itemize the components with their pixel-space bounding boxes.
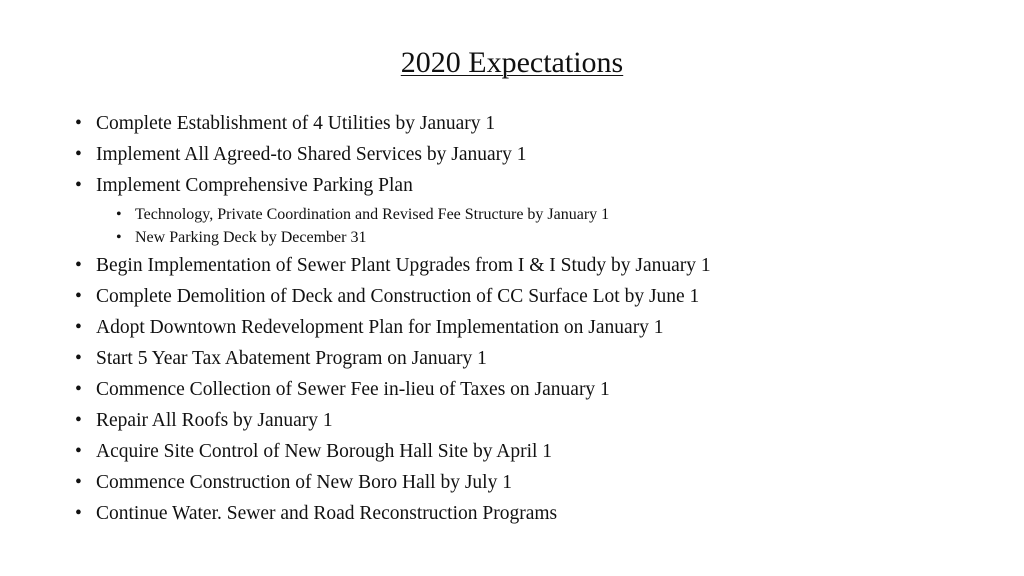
bullet-item xyxy=(74,253,711,279)
sub-bullet-list xyxy=(74,204,711,249)
bullet-text: Complete Establishment of 4 Utilities by January 1 xyxy=(96,113,496,134)
bullet-text: Commence Construction of New Boro Hall by July 1 xyxy=(96,472,512,493)
bullet-text: Complete Demolition of Deck and Construction of CC Surface Lot by June 1 xyxy=(96,286,700,307)
bullet-text: Implement Comprehensive Parking Plan xyxy=(96,175,413,196)
bullet-text: Continue Water. Sewer and Road Reconstruction Programs xyxy=(96,503,558,524)
bullet-item xyxy=(74,470,711,496)
slide-title: 2020 Expectations xyxy=(400,46,624,79)
bullet-text: Commence Collection of Sewer Fee in-lieu of Taxes on January 1 xyxy=(96,379,610,400)
bullet-text: Adopt Downtown Redevelopment Plan for Implementation on January 1 xyxy=(96,317,664,338)
bullet-text: Start 5 Year Tax Abatement Program on January 1 xyxy=(96,348,487,369)
bullet-item xyxy=(74,173,711,199)
bullet-item xyxy=(74,439,711,465)
bullet-text: Acquire Site Control of New Borough Hall Site by April 1 xyxy=(96,441,553,462)
bullet-item xyxy=(74,111,711,137)
sub-bullet-item xyxy=(74,227,711,249)
bullet-item xyxy=(74,408,711,434)
bullet-text: Implement All Agreed-to Shared Services by January 1 xyxy=(96,144,527,165)
bullet-text: Begin Implementation of Sewer Plant Upgrades from I & I Study by January 1 xyxy=(96,255,711,276)
bullet-item xyxy=(74,501,711,527)
bullet-item xyxy=(74,346,711,372)
sub-bullet-text: New Parking Deck by December 31 xyxy=(135,229,367,246)
sub-bullet-group xyxy=(74,204,711,249)
bullet-item xyxy=(74,142,711,168)
sub-bullet-item xyxy=(74,204,711,226)
bullet-list xyxy=(74,111,711,532)
sub-bullet-text: Technology, Private Coordination and Revised Fee Structure by January 1 xyxy=(135,206,610,223)
bullet-item xyxy=(74,377,711,403)
bullet-item xyxy=(74,315,711,341)
bullet-text: Repair All Roofs by January 1 xyxy=(96,410,333,431)
bullet-item xyxy=(74,284,711,310)
